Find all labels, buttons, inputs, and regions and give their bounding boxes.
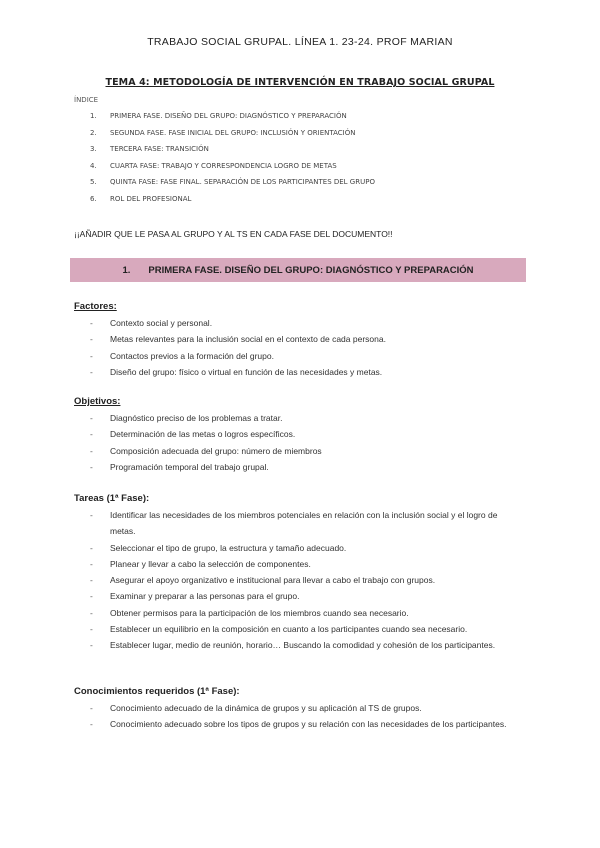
index-item: [90, 174, 375, 191]
index-list: [90, 108, 375, 207]
list-item-text: Contactos previos a la formación del grupo.: [110, 350, 274, 361]
list-item-text: Programación temporal del trabajo grupal.: [110, 461, 269, 472]
list-item: [74, 556, 514, 572]
list-item: [74, 459, 514, 475]
index-item-text: SEGUNDA FASE. FASE INICIAL DEL GRUPO: INCLUSIÓN Y ORIENTACIÓN: [110, 128, 356, 137]
list-item-text: Contexto social y personal.: [110, 318, 213, 328]
dash-bullet-icon: -: [90, 350, 93, 361]
dash-bullet-icon: -: [90, 607, 93, 618]
dash-bullet-icon: -: [90, 624, 93, 635]
section-title: Factores:: [74, 301, 117, 312]
index-item-number: 2.: [90, 128, 97, 137]
dash-bullet-icon: -: [90, 461, 93, 472]
dash-bullet-icon: -: [90, 429, 93, 440]
todo-note: ¡¡AÑADIR QUE LE PASA AL GRUPO Y AL TS EN CADA FASE DEL DOCUMENTO!!: [74, 229, 393, 239]
phase-banner-title: PRIMERA FASE. DISEÑO DEL GRUPO: DIAGNÓSTICO Y PREPARACIÓN: [148, 264, 474, 276]
page-header: TRABAJO SOCIAL GRUPAL. LÍNEA 1. 23-24. PROF MARIAN: [147, 36, 453, 48]
list-item-text: Establecer lugar, medio de reunión, horario… Buscando la comodidad y cohesión de los participantes.: [110, 640, 496, 651]
list-item: [74, 700, 514, 716]
index-item-text: QUINTA FASE: FASE FINAL. SEPARACIÓN DE LOS PARTICIPANTES DEL GRUPO: [110, 178, 375, 186]
list-item: [74, 540, 514, 556]
list-item-text: Obtener permisos para la participación de los miembros cuando sea necesario.: [110, 607, 409, 618]
list-item-text: Determinación de las metas o logros específicos.: [110, 429, 296, 440]
dash-bullet-icon: -: [90, 510, 93, 520]
section-objetivos: [74, 396, 514, 475]
list-item-text: Asegurar el apoyo organizativo e institucional para llevar a cabo el trabajo con grupos.: [110, 575, 436, 586]
list-item: [74, 331, 514, 347]
dash-bullet-icon: -: [90, 445, 93, 456]
index-item-number: 3.: [90, 145, 97, 153]
phase-banner-number: 1.: [122, 264, 131, 276]
dash-bullet-icon: -: [90, 558, 93, 569]
list-item: [74, 637, 514, 653]
list-item: [74, 364, 514, 380]
index-item-text: PRIMERA FASE. DISEÑO DEL GRUPO: DIAGNÓSTICO Y PREPARACIÓN: [110, 112, 347, 120]
index-item-number: 6.: [90, 194, 97, 203]
dash-bullet-icon: -: [90, 542, 93, 553]
list-item: [74, 588, 514, 604]
bullet-list: [74, 700, 514, 733]
list-item: [74, 315, 514, 331]
list-item-text: Composición adecuada del grupo: número de miembros: [110, 445, 322, 456]
index-item-number: 5.: [90, 178, 97, 186]
topic-title: [0, 77, 600, 88]
section-title: Tareas (1ª Fase):: [74, 493, 150, 504]
index-item-number: 4.: [90, 161, 97, 170]
section-conocimientos: [74, 686, 514, 733]
index-item: [90, 191, 375, 208]
dash-bullet-icon: -: [90, 719, 93, 730]
section-title: Objetivos:: [74, 396, 121, 407]
dash-bullet-icon: -: [90, 640, 93, 651]
phase-banner: [70, 258, 526, 282]
list-item-text: Diagnóstico preciso de los problemas a tratar.: [110, 413, 283, 423]
dash-bullet-icon: -: [90, 413, 93, 423]
section-factores: [74, 301, 514, 380]
list-item-text: Seleccionar el tipo de grupo, la estructura y tamaño adecuado.: [110, 542, 347, 553]
list-item-text: Identificar las necesidades de los miembros potenciales en relación con la inclusión social y el logro de metas.: [110, 510, 498, 537]
index-item: [90, 158, 375, 175]
list-item-text: Conocimiento adecuado sobre los tipos de grupos y su relación con las necesidades de los participantes.: [110, 719, 507, 730]
bullet-list: [74, 507, 514, 654]
list-item: [74, 572, 514, 588]
index-item-text: CUARTA FASE: TRABAJO Y CORRESPONDENCIA LOGRO DE METAS: [110, 161, 337, 170]
topic-title-text: TEMA 4: METODOLOGÍA DE INTERVENCIÓN EN TRABAJO SOCIAL GRUPAL: [105, 77, 495, 88]
dash-bullet-icon: -: [90, 703, 93, 713]
list-item: [74, 348, 514, 364]
index-item-text: ROL DEL PROFESIONAL: [110, 194, 192, 203]
dash-bullet-icon: -: [90, 591, 93, 602]
list-item: [74, 716, 514, 732]
index-item-text: TERCERA FASE: TRANSICIÓN: [110, 145, 209, 153]
list-item-text: Examinar y preparar a las personas para el grupo.: [110, 591, 300, 602]
index-item: [90, 125, 375, 142]
list-item: [74, 507, 514, 540]
list-item: [74, 605, 514, 621]
dash-bullet-icon: -: [90, 366, 93, 377]
list-item-text: Diseño del grupo: físico o virtual en función de las necesidades y metas.: [110, 366, 383, 377]
section-tareas: [74, 493, 514, 654]
index-item: [90, 108, 375, 125]
list-item-text: Establecer un equilibrio en la composición en cuanto a los participantes cuando sea necesario.: [110, 624, 468, 635]
bullet-list: [74, 410, 514, 475]
list-item: [74, 410, 514, 426]
list-item: [74, 621, 514, 637]
dash-bullet-icon: -: [90, 575, 93, 586]
dash-bullet-icon: -: [90, 318, 93, 328]
list-item-text: Metas relevantes para la inclusión social en el contexto de cada persona.: [110, 334, 386, 345]
list-item-text: Conocimiento adecuado de la dinámica de grupos y su aplicación al TS de grupos.: [110, 703, 422, 713]
index-item: [90, 141, 375, 158]
list-item: [74, 443, 514, 459]
section-title: Conocimientos requeridos (1ª Fase):: [74, 686, 240, 697]
list-item: [74, 426, 514, 442]
dash-bullet-icon: -: [90, 334, 93, 345]
index-label: ÍNDICE: [74, 96, 99, 104]
list-item-text: Planear y llevar a cabo la selección de componentes.: [110, 558, 311, 569]
bullet-list: [74, 315, 514, 380]
index-item-number: 1.: [90, 112, 97, 120]
